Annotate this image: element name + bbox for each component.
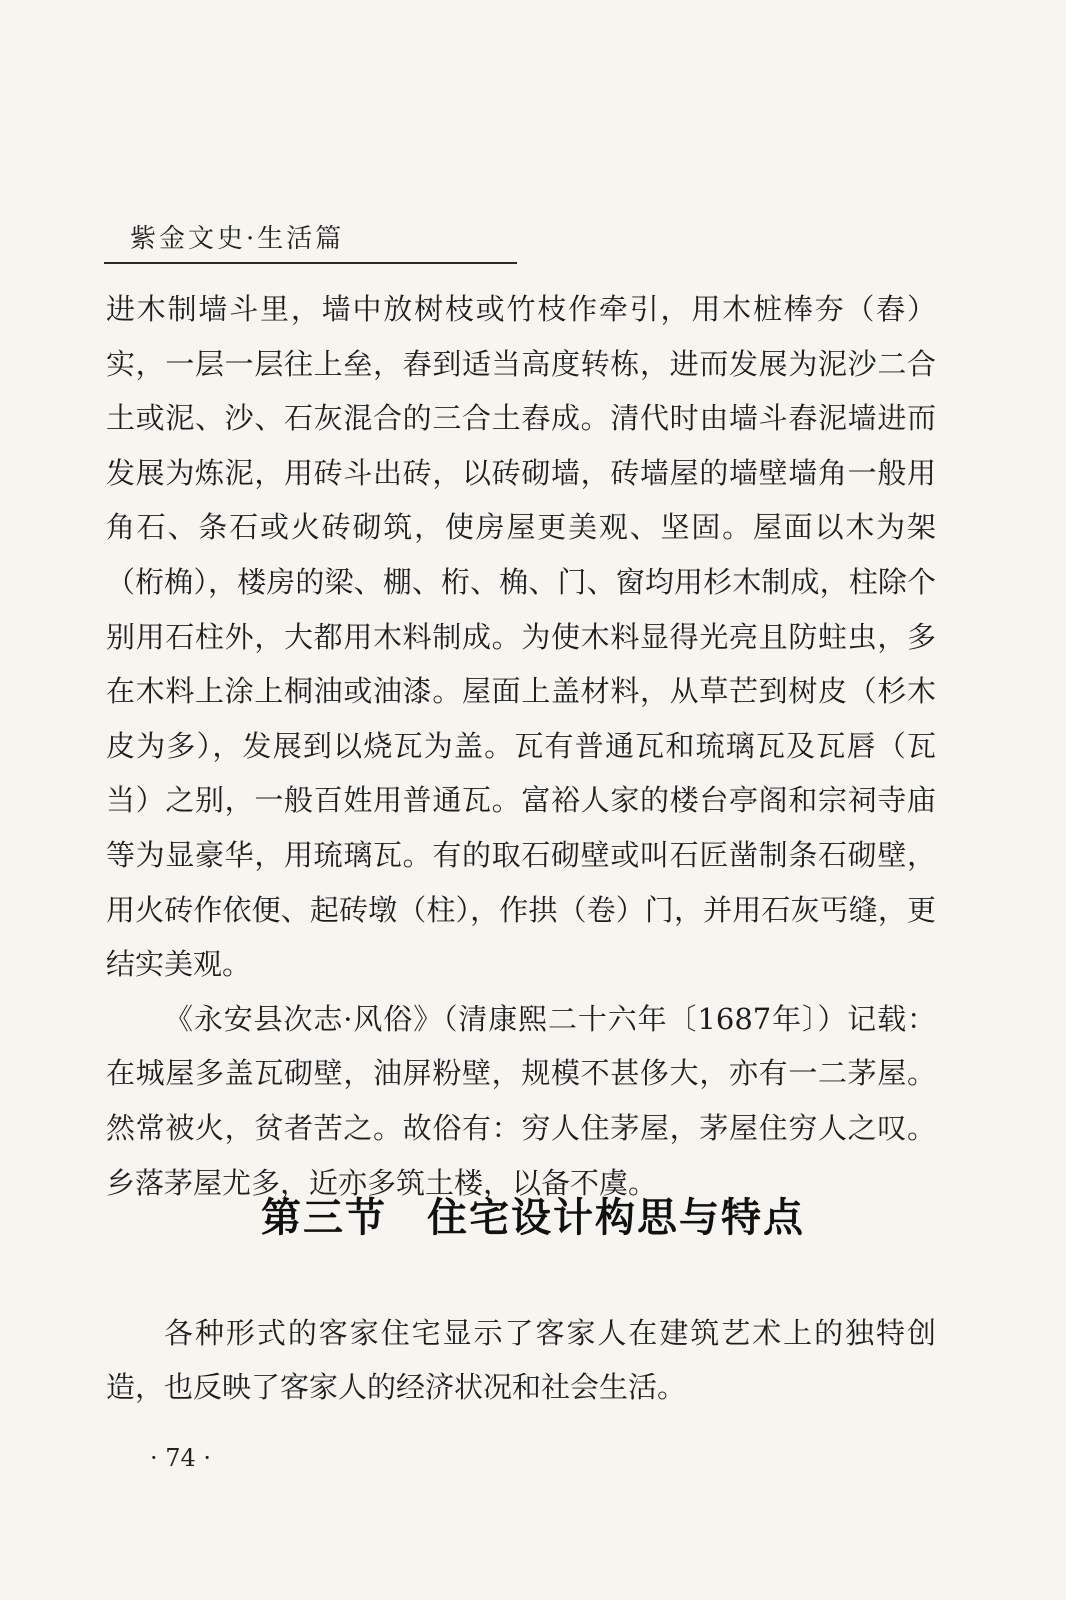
paragraph-yongan-gazetteer: 《永安县次志·风俗》（清康熙二十六年〔1687年〕）记载：在城屋多盖瓦砌壁，油屏粉壁，规模不甚侈大，亦有一二茅屋。然常被火，贫者苦之。故俗有：穷人住茅屋，茅屋住穷人之叹。乡落茅屋尤多，近亦多筑土楼，以备不虞。 (106, 1001, 936, 1200)
section-title: 住宅设计构思与特点 (427, 1194, 805, 1241)
body-text (106, 282, 936, 1210)
section-paragraph: 各种形式的客家住宅显示了客家人在建筑艺术上的独特创造，也反映了客家人的经济状况和社会生活。 (106, 1316, 936, 1404)
section-heading (0, 1186, 1066, 1243)
section-body (106, 1306, 936, 1414)
paragraph-continued: 进木制墙斗里，墙中放树枝或竹枝作牵引，用木桩棒夯（舂）实，一层一层往上垒，舂到适当高度转栋，进而发展为泥沙二合土或泥、沙、石灰混合的三合土舂成。清代时由墙斗舂泥墙进而发展为炼泥，用砖斗出砖，以砖砌墙，砖墙屋的墙壁墙角一般用角石、条石或火砖砌筑，使房屋更美观、坚固。屋面以木为架（桁桷），楼房的梁、棚、桁、桷、门、窗均用杉木制成，柱除个别用石柱外，大都用木料制成。为使木料显得光亮且防蛀虫，多在木料上涂上桐油或油漆。屋面上盖材料，从草芒到树皮（杉木皮为多），发展到以烧瓦为盖。瓦有普通瓦和琉璃瓦及瓦唇（瓦当）之别，一般百姓用普通瓦。富裕人家的楼台亭阁和宗祠寺庙等为显豪华，用琉璃瓦。有的取石砌壁或叫石匠凿制条石砌壁，用火砖作依便、起砖墩（柱），作拱（卷）门，并用石灰丐缝，更结实美观。 (106, 292, 936, 982)
header-rule (104, 262, 517, 264)
section-number: 第三节 (261, 1194, 387, 1241)
page-number: · 74 · (150, 1444, 212, 1472)
running-header: 紫金文史·生活篇 (130, 224, 345, 254)
